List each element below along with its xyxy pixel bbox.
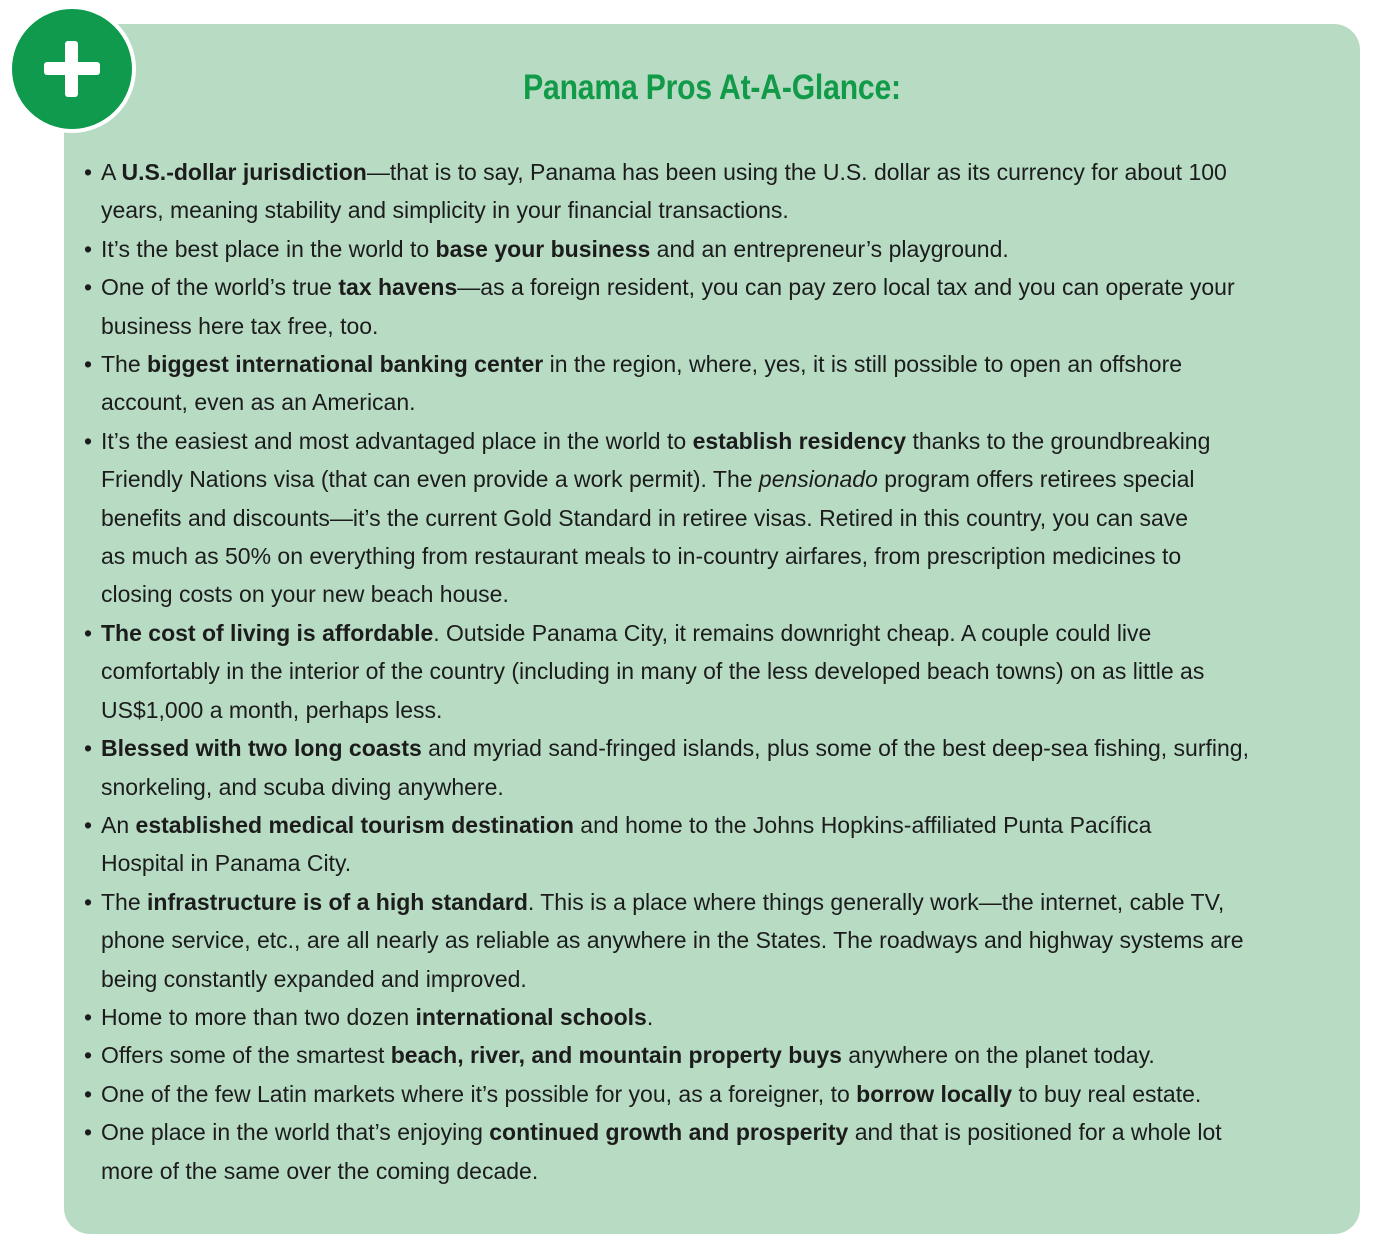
bullet-icon: •	[84, 351, 93, 378]
text-run: The	[101, 351, 148, 378]
text-run: thanks to the groundbreaking	[906, 427, 1211, 454]
list-item	[84, 1113, 1358, 1190]
list-item	[84, 883, 1358, 998]
text-run: Home to more than two dozen	[101, 1003, 416, 1030]
plus-icon	[8, 5, 136, 133]
text-run: more of the same over the coming decade.	[101, 1157, 539, 1184]
bullet-icon: •	[84, 1042, 93, 1069]
bullet-icon: •	[84, 811, 93, 838]
text-run: account, even as an American.	[101, 389, 416, 416]
bold-phrase: biggest international banking center	[147, 351, 544, 378]
bold-phrase: Blessed with two long coasts	[101, 735, 422, 762]
bullet-icon: •	[84, 427, 93, 454]
list-item	[84, 614, 1358, 729]
italic-phrase: pensionado	[758, 466, 878, 493]
bold-phrase: infrastructure is of a high standard	[147, 888, 528, 915]
text-run: It’s the best place in the world to	[101, 235, 436, 262]
text-run: It’s the easiest and most advantaged place in the world to	[101, 427, 693, 454]
bold-phrase: The cost of living is affordable	[101, 619, 434, 646]
bullet-icon: •	[84, 1119, 93, 1146]
text-run: in the region, where, yes, it is still possible to open an offshore	[543, 351, 1183, 378]
text-run: and myriad sand-fringed islands, plus some of the best deep-sea fishing, surfing,	[421, 735, 1249, 762]
text-run: comfortably in the interior of the country (including in many of the less developed beach towns) on as little as	[101, 658, 1205, 685]
bullet-icon: •	[84, 1003, 93, 1030]
text-run: years, meaning stability and simplicity in your financial transactions.	[101, 197, 789, 224]
text-run: One of the world’s true	[101, 274, 339, 301]
text-run: A	[101, 159, 122, 185]
text-run: and that is positioned for a whole lot	[848, 1119, 1222, 1146]
text-run: One place in the world that’s enjoying	[101, 1119, 490, 1146]
text-run: .	[646, 1003, 654, 1030]
text-run: being constantly expanded and improved.	[101, 965, 527, 992]
bullet-icon: •	[84, 619, 93, 646]
bold-phrase: U.S.-dollar jurisdiction	[121, 159, 367, 185]
text-run: business here tax free, too.	[101, 312, 379, 339]
plus-icon-vertical-bar	[65, 41, 78, 97]
bullet-icon: •	[84, 235, 93, 262]
text-run: to buy real estate.	[1012, 1080, 1202, 1107]
list-item	[84, 998, 1358, 1036]
bold-phrase: borrow locally	[856, 1080, 1013, 1107]
bullet-icon: •	[84, 735, 93, 762]
text-run: Offers some of the smartest	[101, 1042, 391, 1069]
text-run: phone service, etc., are all nearly as reliable as anywhere in the States. The roadways and highway systems are	[101, 927, 1244, 954]
bullet-icon: •	[84, 888, 93, 915]
list-item	[84, 1036, 1358, 1074]
list-item	[84, 729, 1358, 806]
text-run: as much as 50% on everything from restaurant meals to in-country airfares, from prescription medicines to	[101, 543, 1182, 570]
list-item	[84, 268, 1358, 345]
text-run: anywhere on the planet today.	[841, 1042, 1155, 1069]
bold-phrase: base your business	[435, 235, 651, 262]
text-run: Hospital in Panama City.	[101, 850, 352, 877]
text-run: program offers retirees special	[877, 466, 1195, 493]
bold-phrase: international schools	[415, 1003, 647, 1030]
panel-title: Panama Pros At-A-Glance:	[523, 68, 901, 107]
text-run: benefits and discounts—it’s the current Gold Standard in retiree visas. Retired in this country, you can save	[101, 504, 1189, 531]
text-run: One of the few Latin markets where it’s possible for you, as a foreigner, to	[101, 1080, 857, 1107]
text-run: and an entrepreneur’s playground.	[650, 235, 1009, 262]
bold-phrase: establish residency	[692, 427, 907, 454]
text-run: —that is to say, Panama has been using the U.S. dollar as its currency for about 100	[366, 159, 1227, 185]
text-run: and home to the Johns Hopkins-affiliated Punta Pacífica	[573, 811, 1152, 838]
text-run: snorkeling, and scuba diving anywhere.	[101, 773, 504, 800]
bold-phrase: beach, river, and mountain property buys	[390, 1042, 842, 1069]
bold-phrase: established medical tourism destination	[135, 811, 574, 838]
list-item	[84, 806, 1358, 883]
bullet-icon: •	[84, 1080, 93, 1107]
text-run: . Outside Panama City, it remains downright cheap. A couple could live	[433, 619, 1152, 646]
list-item	[84, 1075, 1358, 1113]
bold-phrase: tax havens	[338, 274, 458, 301]
text-run: An	[101, 811, 136, 838]
list-item	[84, 422, 1358, 614]
bold-phrase: continued growth and prosperity	[489, 1119, 849, 1146]
text-run: US$1,000 a month, perhaps less.	[101, 696, 443, 723]
text-run: —as a foreign resident, you can pay zero local tax and you can operate your	[457, 274, 1235, 301]
list-item	[84, 230, 1358, 268]
text-run: Friendly Nations visa (that can even provide a work permit). The	[101, 466, 759, 493]
list-item	[84, 153, 1358, 230]
pros-list	[84, 153, 1358, 1190]
list-item	[84, 345, 1358, 422]
text-run: closing costs on your new beach house.	[101, 581, 509, 608]
bullet-icon: •	[84, 159, 93, 185]
text-run: . This is a place where things generally work—the internet, cable TV,	[527, 888, 1225, 915]
text-run: The	[101, 888, 148, 915]
bullet-icon: •	[84, 274, 93, 301]
